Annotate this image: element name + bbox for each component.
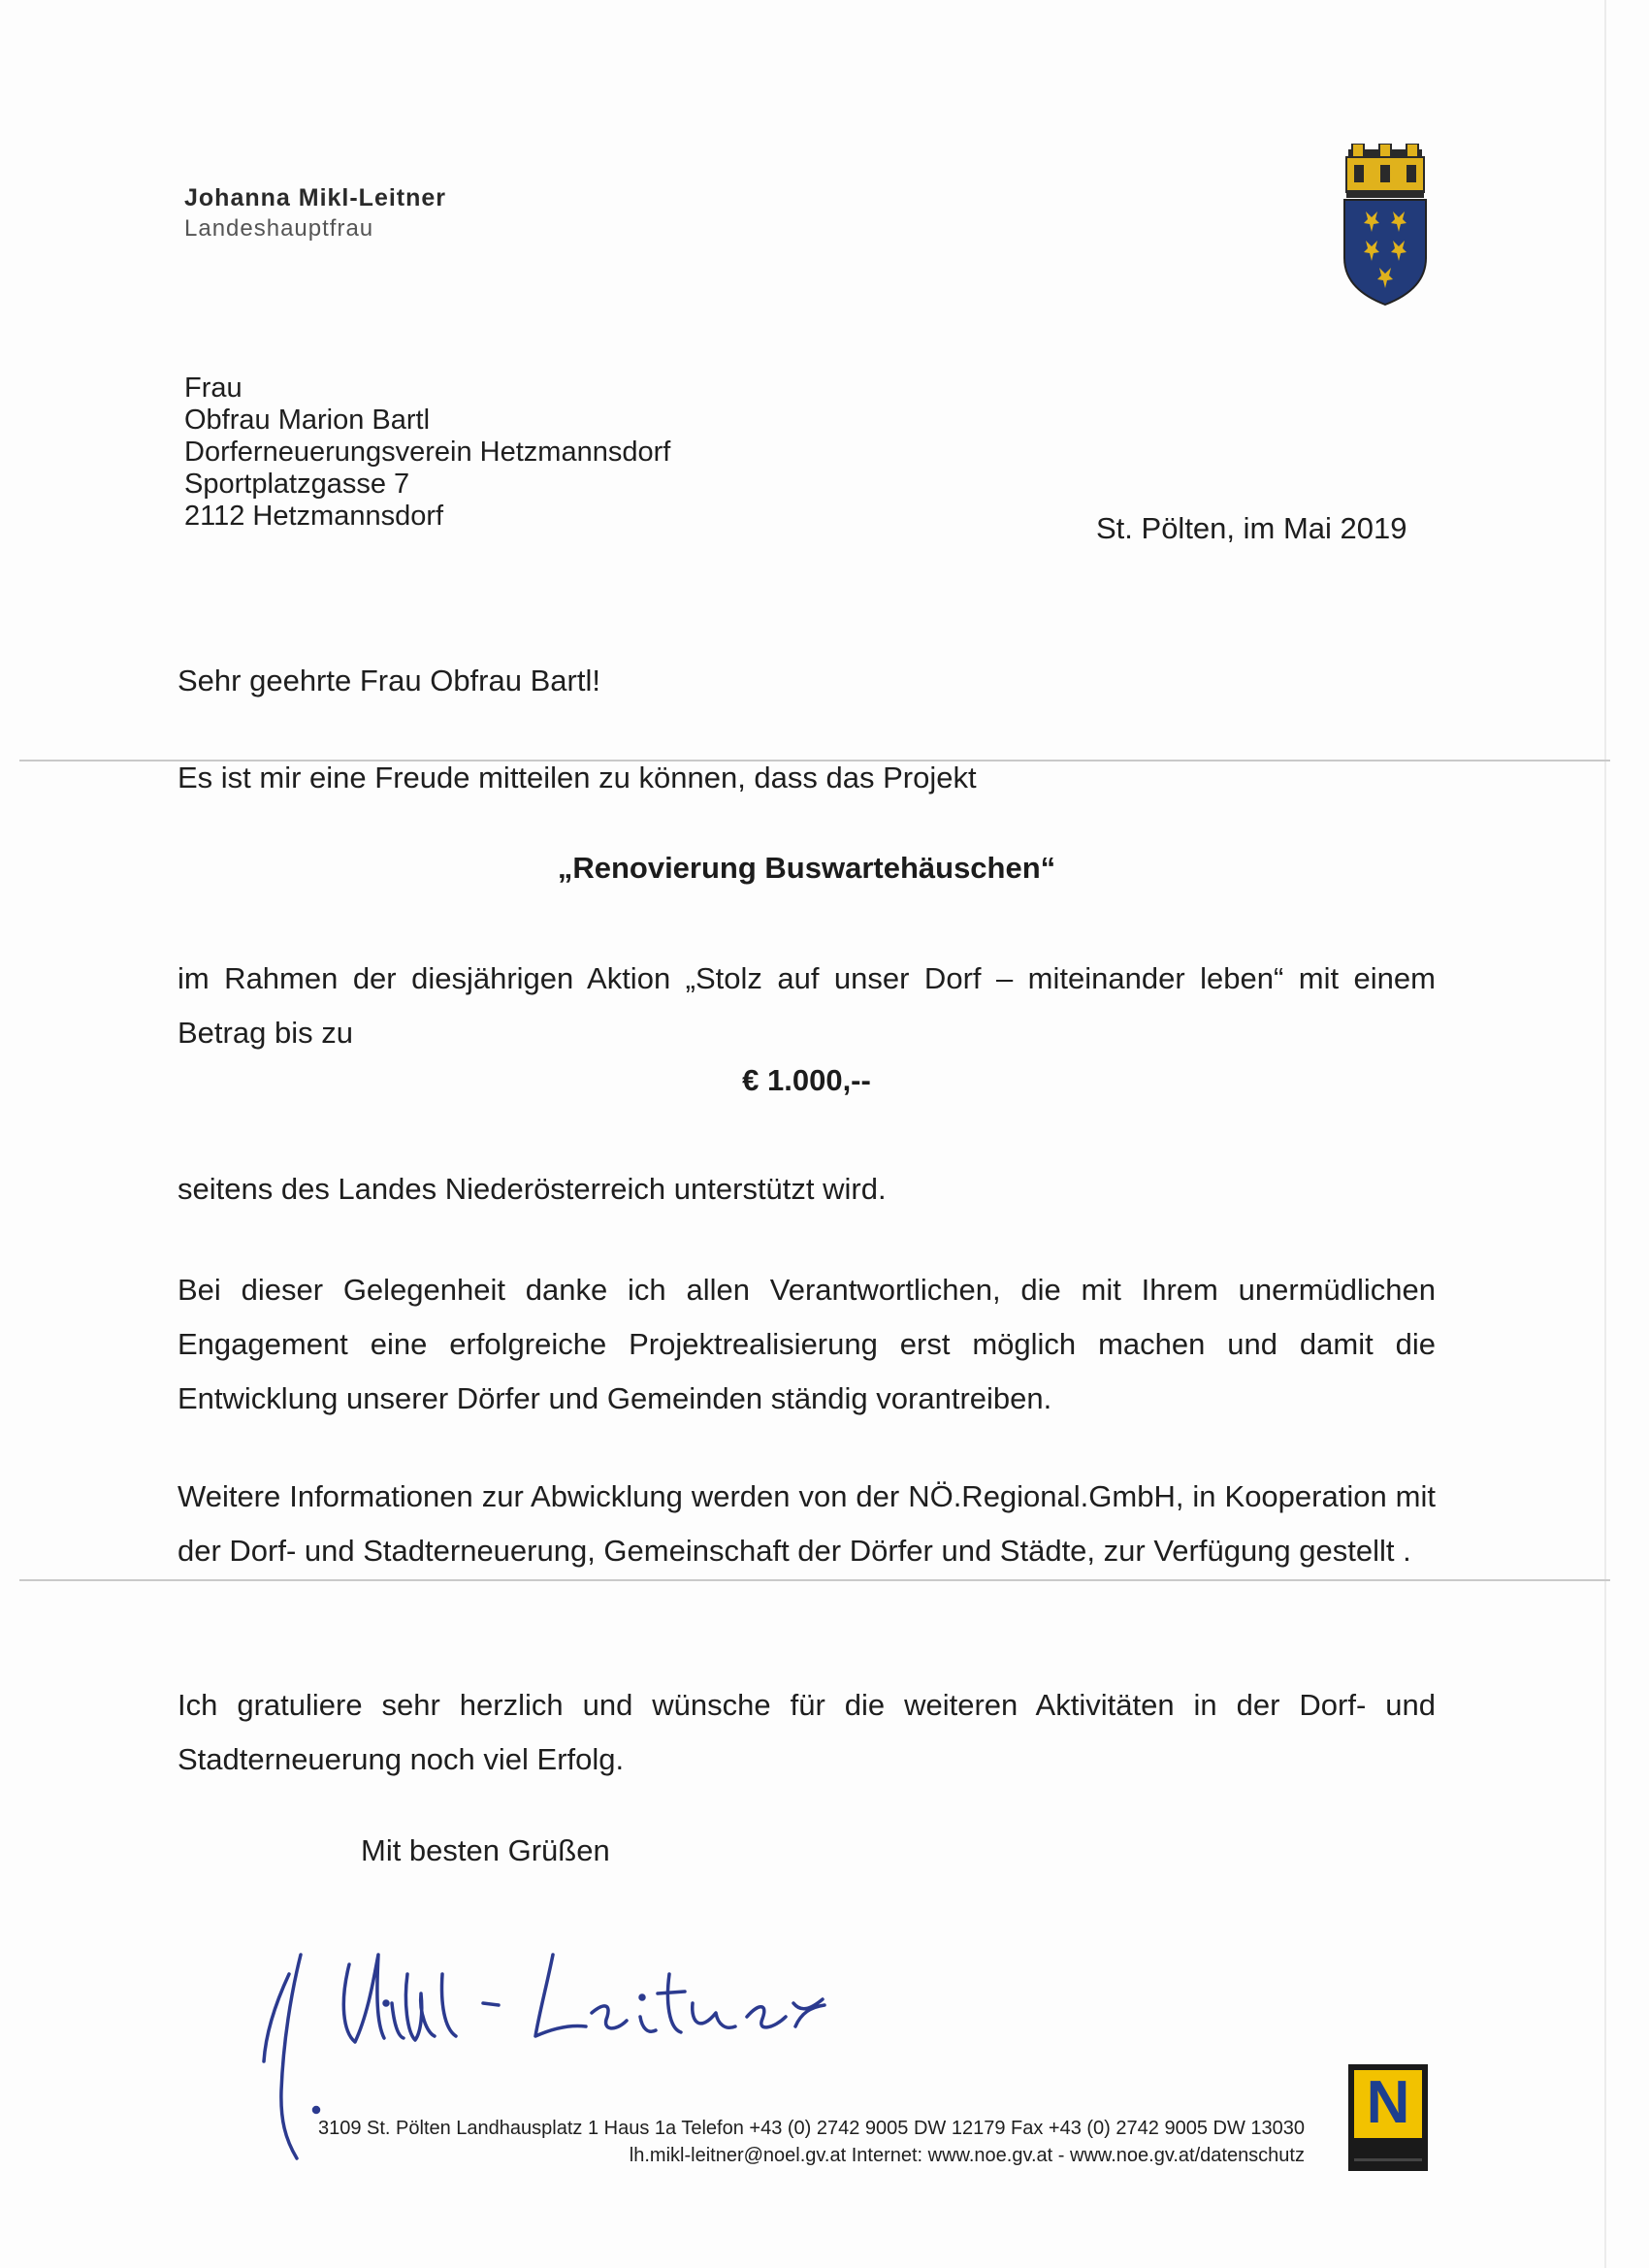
footer-line: 3109 St. Pölten Landhausplatz 1 Haus 1a Telefon +43 (0) 2742 9005 DW 12179 Fax +43 (0) 2742 9005 DW 13030: [317, 2118, 1305, 2139]
recipient-address: [184, 373, 670, 533]
coat-of-arms-icon: [1337, 144, 1434, 308]
address-line: Dorferneuerungsverein Hetzmannsdorf: [184, 437, 671, 468]
closing: Mit besten Grüßen: [361, 1833, 610, 1867]
fold-line: [19, 1579, 1610, 1581]
paper-edge: [1604, 0, 1606, 2268]
address-line: Obfrau Marion Bartl: [184, 405, 431, 436]
footer-line: lh.mikl-leitner@noel.gv.at Internet: www.noe.gv.at - www.noe.gv.at/datenschutz: [629, 2145, 1305, 2166]
body-support: seitens des Landes Niederösterreich unterstützt wird.: [178, 1172, 887, 1206]
logo-letter: N: [1366, 2069, 1410, 2136]
footer: [194, 2115, 1305, 2169]
body-info: Weitere Informationen zur Abwicklung werden von der NÖ.Regional.GmbH, in Kooperation mit der Dorf- und Stadterneuerung, Gemeinschaft der Dörfer und Städte, zur Verfügung gestellt .: [178, 1479, 1436, 1568]
body-frame: im Rahmen der diesjährigen Aktion „Stolz auf unser Dorf – miteinander leben“ mit einem Betrag bis zu: [178, 961, 1436, 1050]
project-title: „Renovierung Buswartehäuschen“: [557, 851, 1056, 885]
address-line: Sportplatzgasse 7: [184, 469, 410, 500]
address-line: Frau: [184, 373, 242, 404]
letter-date: St. Pölten, im Mai 2019: [1096, 511, 1407, 545]
address-line: 2112 Hetzmannsdorf: [184, 501, 444, 532]
salutation: Sehr geehrte Frau Obfrau Bartl!: [178, 664, 600, 697]
sender-name: Johanna Mikl-Leitner: [184, 184, 447, 211]
funding-amount: € 1.000,--: [742, 1063, 871, 1097]
body-intro: Es ist mir eine Freude mitteilen zu können, dass das Projekt: [178, 761, 977, 794]
sender-title: Landeshauptfrau: [184, 215, 374, 242]
noe-logo: [1348, 2064, 1428, 2171]
body-congrats: Ich gratuliere sehr herzlich und wünsche für die weiteren Aktivitäten in der Dorf- und Stadterneuerung noch viel Erfolg.: [178, 1688, 1436, 1776]
body-thanks: Bei dieser Gelegenheit danke ich allen Verantwortlichen, die mit Ihrem unermüdlichen Engagement eine erfolgreiche Projektrealisierung erst möglich machen und damit die Entwicklung unserer Dörfer und Gemeinden ständig vorantreiben.: [178, 1273, 1436, 1415]
